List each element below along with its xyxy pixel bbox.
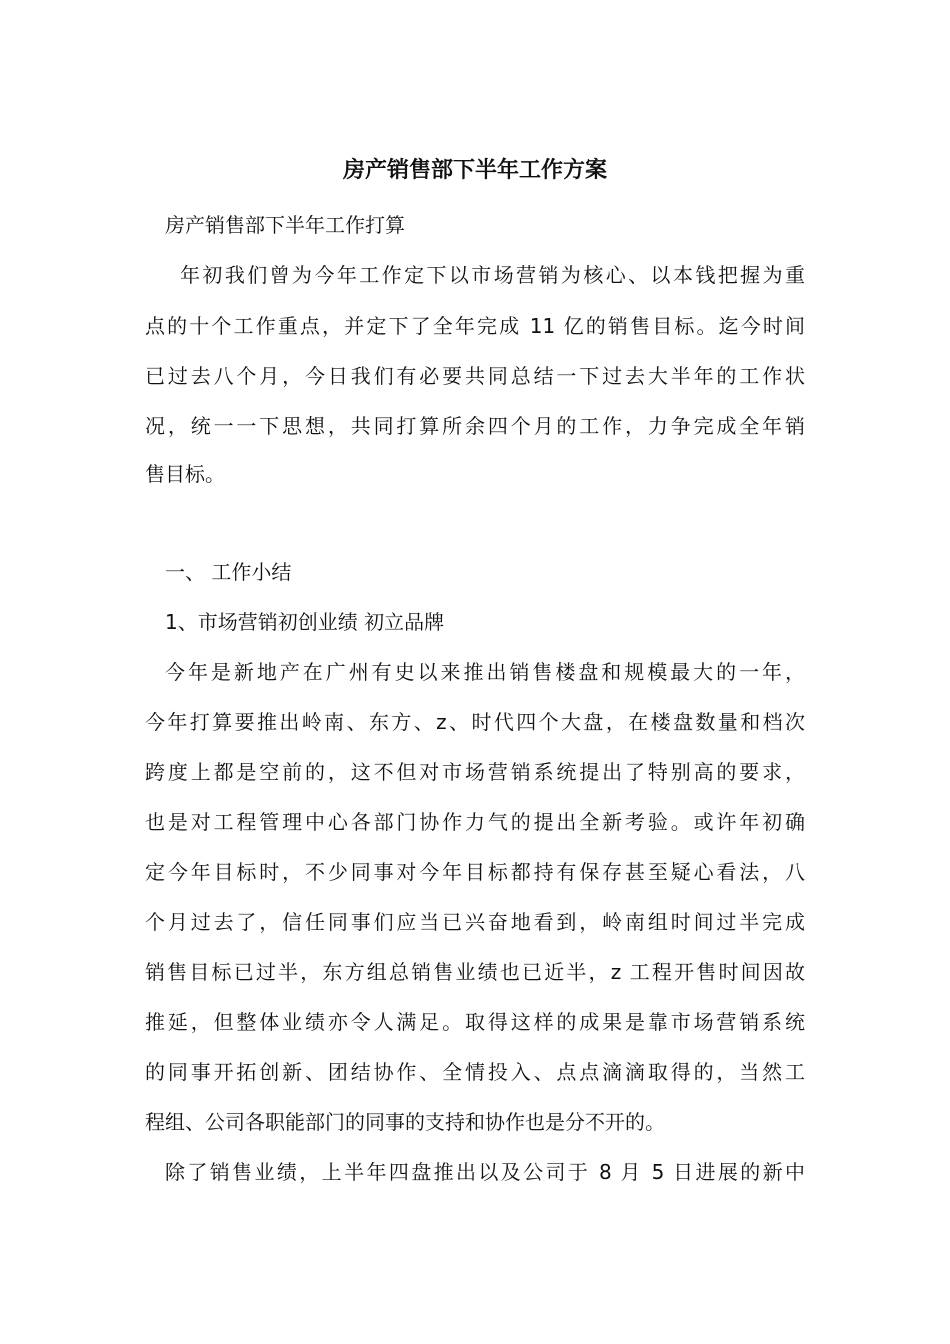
paragraph-line: 销售目标已过半，东方组总销售业绩也已近半，z 工程开售时间因故: [145, 960, 805, 984]
subtitle-line: 房产销售部下半年工作打算: [165, 213, 405, 237]
paragraph-line: 年初我们曾为今年工作定下以市场营销为核心、以本钱把握为重: [180, 263, 805, 287]
paragraph-line: 今年是新地产在广州有史以来推出销售楼盘和规模最大的一年，: [165, 660, 805, 684]
document-title: 房产销售部下半年工作方案: [342, 158, 607, 183]
paragraph-line: 跨度上都是空前的，这不但对市场营销系统提出了特别高的要求，: [145, 760, 805, 784]
subsection-heading: 1、市场营销初创业绩 初立品牌: [165, 610, 445, 634]
paragraph-line: 也是对工程管理中心各部门协作力气的提出全新考验。或许年初确: [145, 810, 805, 834]
paragraph-line: 点的十个工作重点，并定下了全年完成 11 亿的销售目标。迄今时间: [145, 314, 805, 338]
paragraph-line: 的同事开拓创新、团结协作、全情投入、点点滴滴取得的，当然工: [145, 1060, 805, 1084]
paragraph-line: 售目标。: [145, 462, 225, 486]
paragraph-line: 程组、公司各职能部门的同事的支持和协作也是分不开的。: [145, 1110, 665, 1134]
paragraph-line: 已过去八个月，今日我们有必要共同总结一下过去大半年的工作状: [145, 364, 805, 388]
section-heading: 一、 工作小结: [165, 560, 292, 584]
paragraph-line: 定今年目标时，不少同事对今年目标都持有保存甚至疑心看法，八: [145, 860, 805, 884]
paragraph-line: 况，统一一下思想，共同打算所余四个月的工作，力争完成全年销: [145, 414, 805, 438]
paragraph-line: 除了销售业绩，上半年四盘推出以及公司于 8 月 5 日进展的新中: [165, 1160, 805, 1184]
paragraph-line: 推延，但整体业绩亦令人满足。取得这样的成果是靠市场营销系统: [145, 1010, 805, 1034]
paragraph-line: 个月过去了，信任同事们应当已兴奋地看到，岭南组时间过半完成: [145, 910, 805, 934]
paragraph-line: 今年打算要推出岭南、东方、z、时代四个大盘，在楼盘数量和档次: [145, 710, 805, 734]
